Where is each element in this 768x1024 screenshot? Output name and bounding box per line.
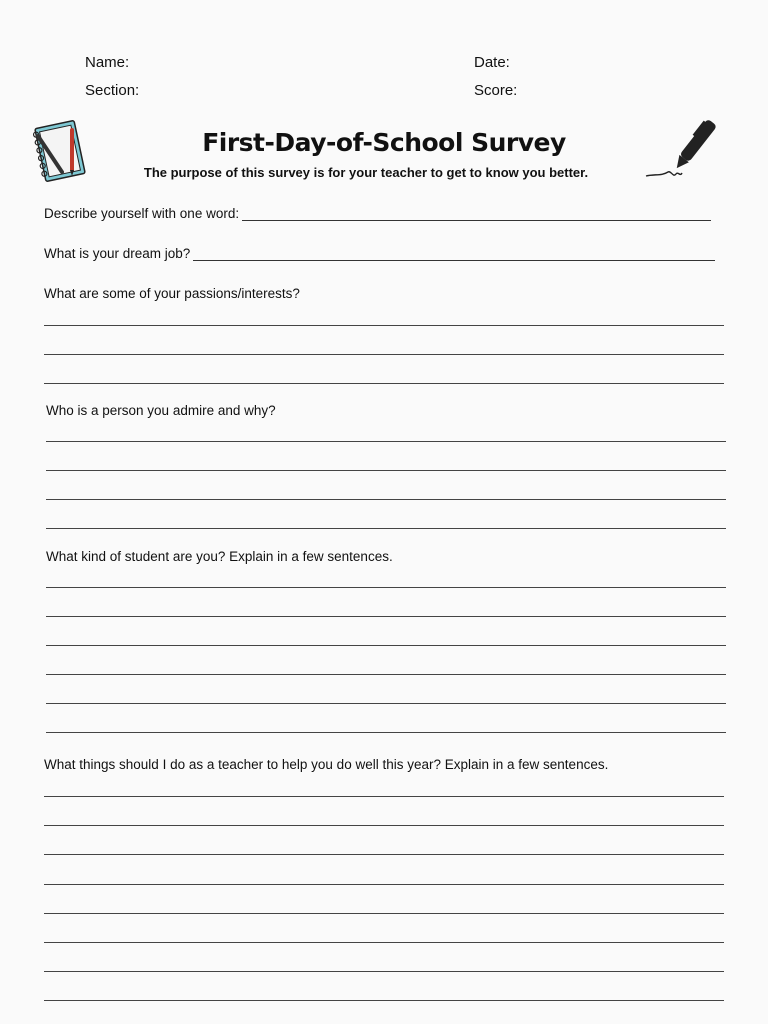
answer-line[interactable] [46, 528, 726, 529]
answer-line[interactable] [46, 441, 726, 442]
question-text: Describe yourself with one word: [44, 206, 240, 221]
answer-line[interactable] [46, 645, 726, 646]
pen-signature-icon [644, 116, 724, 186]
page-subtitle: The purpose of this survey is for your teacher to get to know you better. [143, 165, 589, 180]
date-label: Date: [474, 54, 510, 71]
question-teacher-help: What things should I do as a teacher to help you do well this year? Explain in a few sentences. [44, 757, 609, 772]
answer-line[interactable] [242, 208, 711, 221]
name-label: Name: [85, 54, 130, 71]
answer-line[interactable] [44, 354, 724, 355]
answer-line[interactable] [46, 674, 726, 675]
answer-line[interactable] [46, 470, 726, 471]
question-student-kind: What kind of student are you? Explain in a few sentences. [46, 549, 393, 564]
answer-line[interactable] [44, 942, 724, 943]
section-label: Section: [85, 82, 140, 99]
answer-line[interactable] [46, 732, 726, 733]
answer-line[interactable] [46, 616, 726, 617]
question-one-word [44, 206, 711, 221]
question-text: What is your dream job? [44, 246, 191, 261]
answer-line[interactable] [44, 796, 724, 797]
page-title: First-Day-of-School Survey [202, 128, 566, 157]
answer-line[interactable] [46, 703, 726, 704]
question-admire: Who is a person you admire and why? [46, 403, 276, 418]
answer-line[interactable] [44, 325, 724, 326]
answer-line[interactable] [44, 383, 724, 384]
answer-line[interactable] [44, 854, 724, 855]
score-label: Score: [474, 82, 518, 99]
answer-line[interactable] [46, 499, 726, 500]
answer-line[interactable] [46, 587, 726, 588]
question-passions: What are some of your passions/interests? [44, 286, 300, 301]
answer-line[interactable] [193, 248, 715, 261]
answer-line[interactable] [44, 1000, 724, 1001]
answer-line[interactable] [44, 971, 724, 972]
answer-line[interactable] [44, 913, 724, 914]
answer-line[interactable] [44, 825, 724, 826]
question-dream-job [44, 246, 715, 261]
answer-line[interactable] [44, 884, 724, 885]
